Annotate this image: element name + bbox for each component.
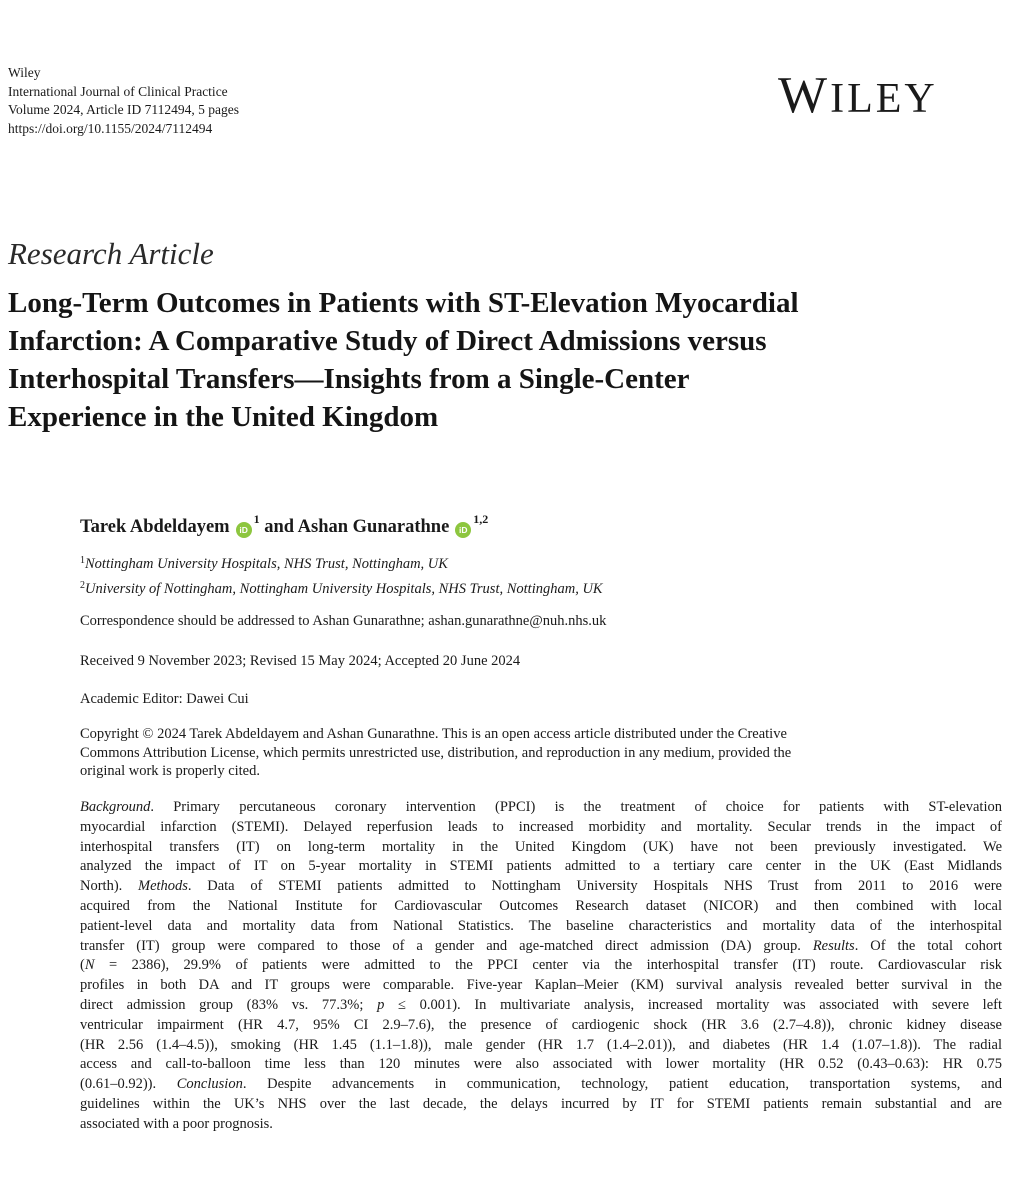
author-name: Tarek Abdeldayem — [80, 517, 230, 537]
affiliation-text: University of Nottingham, Nottingham University Hospitals, NHS Trust, Nottingham, UK — [85, 581, 603, 597]
abstract-line — [80, 798, 1002, 818]
abstract-line: myocardial infarction (STEMI). Delayed reperfusion leads to increased morbidity and mortality. Secular trends in the impact of — [80, 818, 1002, 835]
n-symbol: N — [84, 957, 95, 974]
abstract-line — [80, 877, 1002, 897]
results-label: Results — [812, 937, 855, 954]
abstract-line: analyzed the impact of IT on 5-year mortality in STEMI patients admitted to a tertiary care center in the UK (East Midlands — [80, 858, 1002, 875]
copyright-line: original work is properly cited. — [80, 763, 260, 779]
doi-link[interactable]: https://doi.org/10.1155/2024/7112494 — [8, 120, 213, 136]
abstract-line: (HR 2.56 (1.4–4.5)), smoking (HR 1.45 (1.1–1.8)), male gender (HR 1.7 (1.4–2.01)), and diabetes (HR 1.4 (1.07–1.8)). The radial — [80, 1036, 1002, 1053]
conclusion-label: Conclusion — [176, 1076, 243, 1093]
abstract-line: guidelines within the UK’s NHS over the last decade, the delays incurred by IT for STEMI patients remain substantial and are — [80, 1095, 1002, 1112]
abstract-text: North). — [80, 878, 138, 895]
abstract-line: acquired from the National Institute for Cardiovascular Outcomes Research dataset (NICOR) and then combined with local — [80, 897, 1002, 914]
affiliation-sup: 1 — [80, 555, 85, 566]
abstract-text: transfer (IT) group were compared to those of a gender and age-matched direct admission (DA) group. — [80, 937, 813, 954]
title-line: Infarction: A Comparative Study of Direct Admissions versus — [8, 325, 767, 357]
abstract-line: associated with a poor prognosis. — [80, 1115, 273, 1132]
article-title — [8, 284, 1018, 436]
title-line: Experience in the United Kingdom — [8, 401, 439, 433]
copyright-line: Commons Attribution License, which permits unrestricted use, distribution, and reproduction in any medium, provided the — [80, 744, 792, 761]
author-affiliation-sup: 1,2 — [473, 512, 489, 526]
abstract-text: . Of the total cohort — [854, 937, 1002, 954]
author-affiliation-sup: 1 — [253, 512, 260, 526]
abstract-line: access and call-to-balloon time less than 120 minutes were also associated with lower mortality (HR 0.52 (0.43–0.63): HR 0.75 — [80, 1056, 1002, 1073]
correspondence: Correspondence should be addressed to Ashan Gunarathne; ashan.gunarathne@nuh.nhs.uk — [80, 613, 607, 629]
received-dates: Received 9 November 2023; Revised 15 May 2024; Accepted 20 June 2024 — [80, 653, 521, 669]
article-type: Research Article — [8, 236, 214, 271]
abstract-text: ≤ 0.001). In multivariate analysis, increased mortality was associated with severe left — [384, 996, 1002, 1013]
abstract-line: patient-level data and mortality data from National Statistics. The baseline characteristics and mortality data of the interhospital — [80, 917, 1002, 934]
abstract-line: interhospital transfers (IT) on long-term mortality in the United Kingdom (UK) have not been previously investigated. We — [80, 838, 1002, 855]
abstract-line — [80, 956, 1002, 976]
journal-info — [8, 64, 239, 138]
abstract-text: direct admission group (83% vs. 77.3%; — [80, 996, 378, 1013]
logo-rest: ILEY — [830, 76, 938, 122]
methods-label: Methods — [137, 878, 188, 895]
abstract-text: . Data of STEMI patients admitted to Nottingham University Hospitals NHS Trust from 2011 to 2016 were — [187, 878, 1002, 895]
abstract-text: . Despite advancements in communication, technology, patient education, transportation systems, and — [242, 1076, 1002, 1093]
volume-info: Volume 2024, Article ID 7112494, 5 pages — [8, 102, 239, 117]
author-list — [80, 505, 488, 541]
copyright-notice — [80, 725, 1000, 781]
abstract-text: = 2386), 29.9% of patients were admitted to the PPCI center via the interhospital transfer (IT) route. Cardiovascular risk — [94, 957, 1002, 974]
affiliation-item — [80, 550, 603, 575]
abstract-text: . Primary percutaneous coronary intervention (PPCI) is the treatment of choice for patients with ST-elevation — [150, 799, 1002, 815]
affiliations — [80, 550, 603, 600]
abstract-line — [80, 996, 1002, 1016]
abstract-line — [80, 937, 1002, 957]
abstract — [80, 798, 1002, 1135]
logo-initial: W — [778, 67, 831, 124]
abstract-line: ventricular impairment (HR 4.7, 95% CI 2.9–7.6), the presence of cardiogenic shock (HR 3.6 (2.7–4.8)), chronic kidney disease — [80, 1016, 1002, 1033]
abstract-line: profiles in both DA and IT groups were comparable. Five-year Kaplan–Meier (KM) survival analysis revealed better survival in the — [80, 977, 1002, 994]
author-connector: and — [264, 517, 295, 537]
copyright-line: Copyright © 2024 Tarek Abdeldayem and Ashan Gunarathne. This is an open access article distributed under the Creative — [80, 726, 787, 742]
title-line: Long-Term Outcomes in Patients with ST-Elevation Myocardial — [8, 287, 799, 319]
affiliation-text: Nottingham University Hospitals, NHS Trust, Nottingham, UK — [85, 556, 448, 572]
abstract-text: (0.61–0.92)). — [80, 1076, 177, 1093]
abstract-text: ( — [80, 957, 85, 974]
title-line: Interhospital Transfers—Insights from a Single-Center — [8, 363, 690, 395]
author-name: Ashan Gunarathne — [297, 517, 450, 537]
journal-name: International Journal of Clinical Practice — [8, 83, 228, 99]
affiliation-sup: 2 — [80, 580, 85, 591]
wiley-logo — [778, 64, 938, 131]
academic-editor: Academic Editor: Dawei Cui — [80, 691, 249, 707]
p-symbol: p — [377, 996, 385, 1013]
background-label: Background — [80, 799, 151, 815]
orcid-icon[interactable]: iD — [236, 522, 252, 538]
abstract-line — [80, 1075, 1002, 1095]
orcid-icon[interactable]: iD — [455, 522, 471, 538]
affiliation-item — [80, 575, 603, 600]
publisher-name: Wiley — [8, 65, 41, 80]
